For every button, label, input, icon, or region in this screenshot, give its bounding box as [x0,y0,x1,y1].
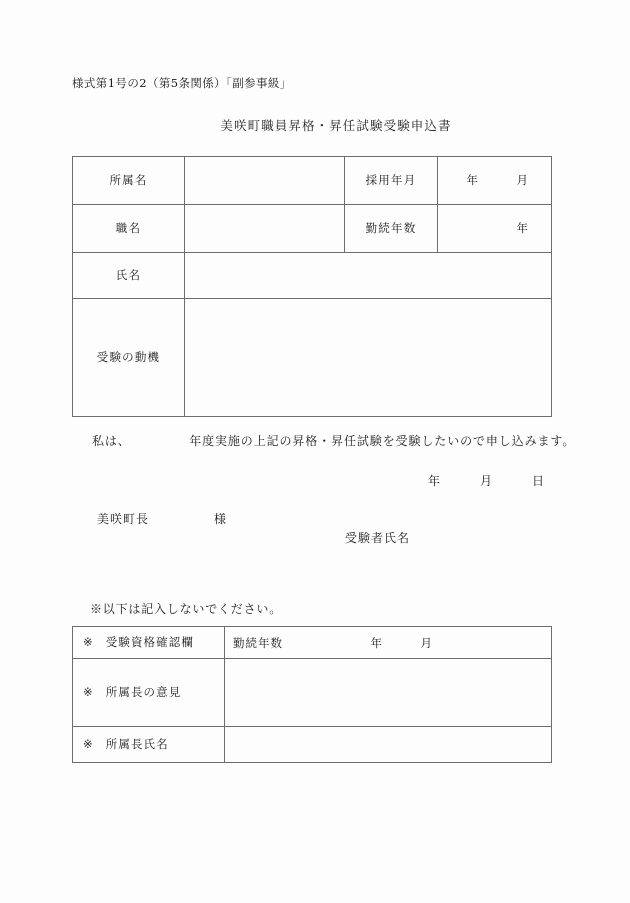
table-row [73,659,552,727]
office-input-supervisor-opinion[interactable] [225,659,552,727]
addressee-line: 美咲町長 様 [97,512,228,526]
field-label-motivation: 受験の動機 [73,299,185,417]
field-input-hire-date[interactable]: 年 月 [438,157,552,205]
form-code-header: 様式第1号の2（第5条関係）「副参事級」 [72,76,292,90]
table-row [73,205,552,253]
office-input-supervisor-name[interactable] [225,727,552,763]
field-label-name: 氏名 [73,253,185,299]
kome-mark-icon: ※ [83,634,94,649]
field-label-years-of-service: 勤続年数 [345,205,438,253]
field-input-department[interactable] [185,157,345,205]
table-row [73,157,552,205]
kome-mark-icon: ※ [83,736,94,751]
applicant-name-label: 受験者氏名 [345,531,411,545]
field-label-job-title: 職名 [73,205,185,253]
do-not-fill-notice: ※以下は記入しないでください。 [90,602,283,616]
table-row [73,299,552,417]
declaration-statement: 私は、 年度実施の上記の昇格・昇任試験を受験したいので申し込みます。 [92,434,576,448]
office-label-supervisor-name [73,727,225,763]
office-label-eligibility-check [73,627,225,659]
field-input-years-of-service[interactable]: 年 [438,205,552,253]
field-input-motivation[interactable] [185,299,552,417]
field-label-department: 所属名 [73,157,185,205]
table-row [73,253,552,299]
field-label-hire-date: 採用年月 [345,157,438,205]
kome-mark-icon: ※ [83,684,94,699]
table-row [73,727,552,763]
table-row [73,627,552,659]
office-input-eligibility-check[interactable]: 勤続年数 年 月 [225,627,552,659]
date-entry-line[interactable]: 年 月 日 [427,474,545,488]
office-label-supervisor-opinion-text: 所属長の意見 [105,684,182,699]
field-input-job-title[interactable] [185,205,345,253]
office-use-table [72,626,552,763]
office-label-eligibility-check-text: 受験資格確認欄 [105,634,194,649]
document-title: 美咲町職員昇格・昇任試験受験申込書 [220,118,452,133]
office-label-supervisor-name-text: 所属長氏名 [105,736,169,751]
office-label-supervisor-opinion [73,659,225,727]
field-input-name[interactable] [185,253,552,299]
application-info-table [72,156,552,417]
